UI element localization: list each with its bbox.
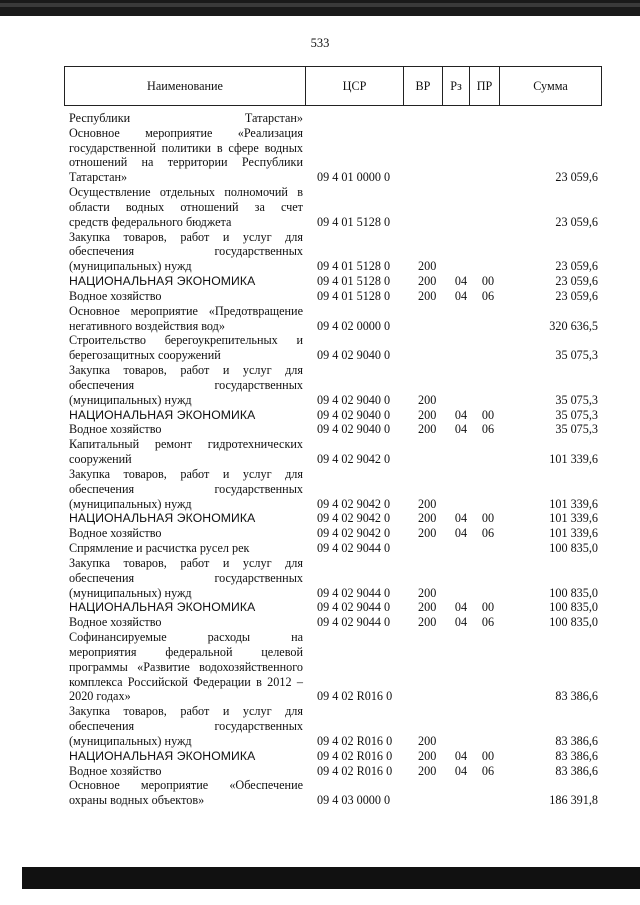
cell-sum: 35 075,3 bbox=[555, 407, 598, 422]
cell-sum: 100 835,0 bbox=[549, 615, 598, 630]
table-row bbox=[0, 586, 640, 601]
cell-rz: 04 bbox=[454, 511, 468, 526]
table-row bbox=[0, 511, 640, 526]
cell-rz: 04 bbox=[454, 274, 468, 289]
cell-name: комплекса Российской Федерации в 2012 – bbox=[69, 674, 303, 689]
table-row bbox=[0, 541, 640, 556]
table-row bbox=[0, 749, 640, 764]
cell-name: Строительство берегоукрепительных и bbox=[69, 333, 303, 348]
cell-name: Водное хозяйство bbox=[69, 526, 162, 541]
table-row bbox=[0, 645, 640, 660]
table-row bbox=[0, 304, 640, 319]
cell-name: Софинансируемые расходы на bbox=[69, 630, 303, 645]
cell-name: обеспечения государственных bbox=[69, 570, 303, 585]
header-sum: Сумма bbox=[533, 78, 568, 93]
cell-sum: 101 339,6 bbox=[549, 496, 598, 511]
cell-csr: 09 4 01 0000 0 bbox=[317, 170, 391, 185]
table-row bbox=[0, 215, 640, 230]
table-row bbox=[0, 126, 640, 141]
cell-rz: 04 bbox=[454, 422, 468, 437]
cell-name: (муниципальных) нужд bbox=[69, 496, 192, 511]
cell-sum: 23 059,6 bbox=[555, 170, 598, 185]
cell-sum: 23 059,6 bbox=[555, 214, 598, 229]
cell-name: (муниципальных) нужд bbox=[69, 585, 192, 600]
table-row bbox=[0, 630, 640, 645]
cell-name: (муниципальных) нужд bbox=[69, 392, 192, 407]
table-row bbox=[0, 526, 640, 541]
cell-name: Водное хозяйство bbox=[69, 763, 162, 778]
cell-sum: 23 059,6 bbox=[555, 274, 598, 289]
table-row bbox=[0, 111, 640, 126]
table-row bbox=[0, 660, 640, 675]
cell-name: области водных отношений за счет bbox=[69, 199, 303, 214]
cell-pr: 00 bbox=[481, 407, 495, 422]
cell-sum: 101 339,6 bbox=[549, 452, 598, 467]
cell-csr: 09 4 02 R016 0 bbox=[317, 748, 393, 763]
cell-rz: 04 bbox=[454, 748, 468, 763]
cell-csr: 09 4 01 5128 0 bbox=[317, 274, 391, 289]
table-row bbox=[0, 408, 640, 423]
cell-name: Основное мероприятие «Обеспечение bbox=[69, 778, 303, 793]
table-row bbox=[0, 452, 640, 467]
cell-csr: 09 4 02 9040 0 bbox=[317, 348, 391, 363]
cell-csr: 09 4 02 9042 0 bbox=[317, 511, 391, 526]
cell-csr: 09 4 02 R016 0 bbox=[317, 689, 393, 704]
cell-vr: 200 bbox=[418, 615, 437, 630]
cell-name: мероприятия федеральной целевой bbox=[69, 644, 303, 659]
cell-name: отношений на территории Республики bbox=[69, 155, 303, 170]
cell-sum: 100 835,0 bbox=[549, 600, 598, 615]
scan-edge-top bbox=[0, 0, 640, 16]
cell-sum: 83 386,6 bbox=[555, 748, 598, 763]
cell-csr: 09 4 02 R016 0 bbox=[317, 733, 393, 748]
table-row bbox=[0, 422, 640, 437]
cell-vr: 200 bbox=[418, 585, 437, 600]
cell-sum: 320 636,5 bbox=[549, 318, 598, 333]
header-name: Наименование bbox=[65, 67, 306, 105]
cell-name: Закупка товаров, работ и услуг для bbox=[69, 229, 303, 244]
table-row bbox=[0, 793, 640, 808]
table-row bbox=[0, 170, 640, 185]
cell-sum: 101 339,6 bbox=[549, 526, 598, 541]
scan-edge-bottom bbox=[22, 867, 640, 889]
cell-rz: 04 bbox=[454, 615, 468, 630]
cell-name: НАЦИОНАЛЬНАЯ ЭКОНОМИКА bbox=[69, 748, 256, 763]
table-header bbox=[64, 66, 602, 106]
cell-sum: 35 075,3 bbox=[555, 422, 598, 437]
cell-name: обеспечения государственных bbox=[69, 481, 303, 496]
cell-vr: 200 bbox=[418, 511, 437, 526]
table-row bbox=[0, 734, 640, 749]
cell-name: Водное хозяйство bbox=[69, 615, 162, 630]
page-number: 533 bbox=[310, 36, 330, 50]
cell-name: НАЦИОНАЛЬНАЯ ЭКОНОМИКА bbox=[69, 274, 256, 289]
cell-sum: 101 339,6 bbox=[549, 511, 598, 526]
table-row bbox=[0, 200, 640, 215]
cell-csr: 09 4 03 0000 0 bbox=[317, 793, 391, 808]
cell-name: (муниципальных) нужд bbox=[69, 733, 192, 748]
cell-name: Закупка товаров, работ и услуг для bbox=[69, 363, 303, 378]
table-row bbox=[0, 289, 640, 304]
cell-name: Капитальный ремонт гидротехнических bbox=[69, 437, 303, 452]
table-row bbox=[0, 378, 640, 393]
cell-name: государственной политики в сфере водных bbox=[69, 140, 303, 155]
table-row bbox=[0, 497, 640, 512]
cell-sum: 35 075,3 bbox=[555, 348, 598, 363]
cell-pr: 00 bbox=[481, 274, 495, 289]
table-row bbox=[0, 675, 640, 690]
table-row bbox=[0, 719, 640, 734]
table-row bbox=[0, 764, 640, 779]
table-row bbox=[0, 230, 640, 245]
cell-csr: 09 4 02 9040 0 bbox=[317, 407, 391, 422]
table-row bbox=[0, 333, 640, 348]
table-row bbox=[0, 393, 640, 408]
cell-pr: 06 bbox=[481, 615, 495, 630]
header-vr: ВР bbox=[404, 67, 443, 105]
table-row bbox=[0, 556, 640, 571]
cell-sum: 83 386,6 bbox=[555, 733, 598, 748]
cell-pr: 00 bbox=[481, 600, 495, 615]
cell-sum: 23 059,6 bbox=[555, 259, 598, 274]
cell-vr: 200 bbox=[418, 407, 437, 422]
table-row bbox=[0, 437, 640, 452]
cell-name: сооружений bbox=[69, 452, 132, 467]
cell-sum: 23 059,6 bbox=[555, 288, 598, 303]
cell-name: Закупка товаров, работ и услуг для bbox=[69, 466, 303, 481]
cell-sum: 100 835,0 bbox=[549, 585, 598, 600]
cell-name: берегозащитных сооружений bbox=[69, 348, 221, 363]
cell-name: НАЦИОНАЛЬНАЯ ЭКОНОМИКА bbox=[69, 511, 256, 526]
cell-name: негативного воздействия вод» bbox=[69, 318, 225, 333]
table-row bbox=[0, 467, 640, 482]
cell-pr: 06 bbox=[481, 288, 495, 303]
cell-name: Спрямление и расчистка русел рек bbox=[69, 541, 250, 556]
cell-name: охраны водных объектов» bbox=[69, 793, 205, 808]
table-row bbox=[0, 704, 640, 719]
cell-csr: 09 4 01 5128 0 bbox=[317, 214, 391, 229]
table-row bbox=[0, 155, 640, 170]
cell-vr: 200 bbox=[418, 763, 437, 778]
header-csr: ЦСР bbox=[306, 67, 404, 105]
table-row bbox=[0, 778, 640, 793]
cell-name: Основное мероприятие «Предотвращение bbox=[69, 303, 303, 318]
cell-rz: 04 bbox=[454, 526, 468, 541]
cell-rz: 04 bbox=[454, 763, 468, 778]
table-row bbox=[0, 363, 640, 378]
cell-csr: 09 4 02 R016 0 bbox=[317, 763, 393, 778]
cell-csr: 09 4 02 9044 0 bbox=[317, 585, 391, 600]
cell-name: обеспечения государственных bbox=[69, 244, 303, 259]
cell-name: Водное хозяйство bbox=[69, 422, 162, 437]
cell-pr: 06 bbox=[481, 422, 495, 437]
cell-name: Татарстан» bbox=[69, 170, 128, 185]
table-row bbox=[0, 185, 640, 200]
cell-pr: 00 bbox=[481, 511, 495, 526]
cell-vr: 200 bbox=[418, 526, 437, 541]
cell-csr: 09 4 02 9042 0 bbox=[317, 526, 391, 541]
cell-rz: 04 bbox=[454, 407, 468, 422]
table-row bbox=[0, 259, 640, 274]
cell-vr: 200 bbox=[418, 733, 437, 748]
cell-rz: 04 bbox=[454, 288, 468, 303]
header-rz: Рз bbox=[443, 67, 470, 105]
cell-csr: 09 4 02 9044 0 bbox=[317, 615, 391, 630]
cell-vr: 200 bbox=[418, 600, 437, 615]
table-row bbox=[0, 141, 640, 156]
cell-csr: 09 4 01 5128 0 bbox=[317, 259, 391, 274]
header-pr: ПР bbox=[470, 67, 500, 105]
cell-name: НАЦИОНАЛЬНАЯ ЭКОНОМИКА bbox=[69, 407, 256, 422]
cell-vr: 200 bbox=[418, 496, 437, 511]
cell-vr: 200 bbox=[418, 288, 437, 303]
cell-sum: 100 835,0 bbox=[549, 541, 598, 556]
cell-name: Основное мероприятие «Реализация bbox=[69, 125, 303, 140]
cell-pr: 06 bbox=[481, 526, 495, 541]
table-row bbox=[0, 600, 640, 615]
table-row bbox=[0, 615, 640, 630]
cell-name: Осуществление отдельных полномочий в bbox=[69, 185, 303, 200]
table-row bbox=[0, 319, 640, 334]
cell-name: НАЦИОНАЛЬНАЯ ЭКОНОМИКА bbox=[69, 600, 256, 615]
cell-csr: 09 4 02 0000 0 bbox=[317, 318, 391, 333]
table-row bbox=[0, 482, 640, 497]
cell-sum: 35 075,3 bbox=[555, 392, 598, 407]
cell-name: Республики Татарстан» bbox=[69, 111, 303, 125]
cell-name: Закупка товаров, работ и услуг для bbox=[69, 555, 303, 570]
cell-csr: 09 4 02 9044 0 bbox=[317, 600, 391, 615]
cell-name: обеспечения государственных bbox=[69, 377, 303, 392]
cell-csr: 09 4 02 9042 0 bbox=[317, 452, 391, 467]
cell-name: программы «Развитие водохозяйственного bbox=[69, 659, 303, 674]
cell-sum: 83 386,6 bbox=[555, 689, 598, 704]
cell-vr: 200 bbox=[418, 259, 437, 274]
table-row bbox=[0, 244, 640, 259]
cell-csr: 09 4 02 9040 0 bbox=[317, 422, 391, 437]
cell-vr: 200 bbox=[418, 422, 437, 437]
cell-vr: 200 bbox=[418, 392, 437, 407]
cell-name: средств федерального бюджета bbox=[69, 214, 232, 229]
cell-name: 2020 годах» bbox=[69, 689, 131, 704]
cell-pr: 00 bbox=[481, 748, 495, 763]
table-row bbox=[0, 571, 640, 586]
cell-sum: 186 391,8 bbox=[549, 793, 598, 808]
cell-csr: 09 4 02 9042 0 bbox=[317, 496, 391, 511]
cell-csr: 09 4 02 9040 0 bbox=[317, 392, 391, 407]
cell-name: Водное хозяйство bbox=[69, 288, 162, 303]
cell-name: обеспечения государственных bbox=[69, 719, 303, 734]
cell-vr: 200 bbox=[418, 748, 437, 763]
cell-name: Закупка товаров, работ и услуг для bbox=[69, 704, 303, 719]
table-row bbox=[0, 274, 640, 289]
cell-csr: 09 4 01 5128 0 bbox=[317, 288, 391, 303]
cell-sum: 83 386,6 bbox=[555, 763, 598, 778]
cell-vr: 200 bbox=[418, 274, 437, 289]
cell-name: (муниципальных) нужд bbox=[69, 259, 192, 274]
cell-rz: 04 bbox=[454, 600, 468, 615]
table-row bbox=[0, 689, 640, 704]
table-row bbox=[0, 348, 640, 363]
cell-pr: 06 bbox=[481, 763, 495, 778]
cell-csr: 09 4 02 9044 0 bbox=[317, 541, 391, 556]
